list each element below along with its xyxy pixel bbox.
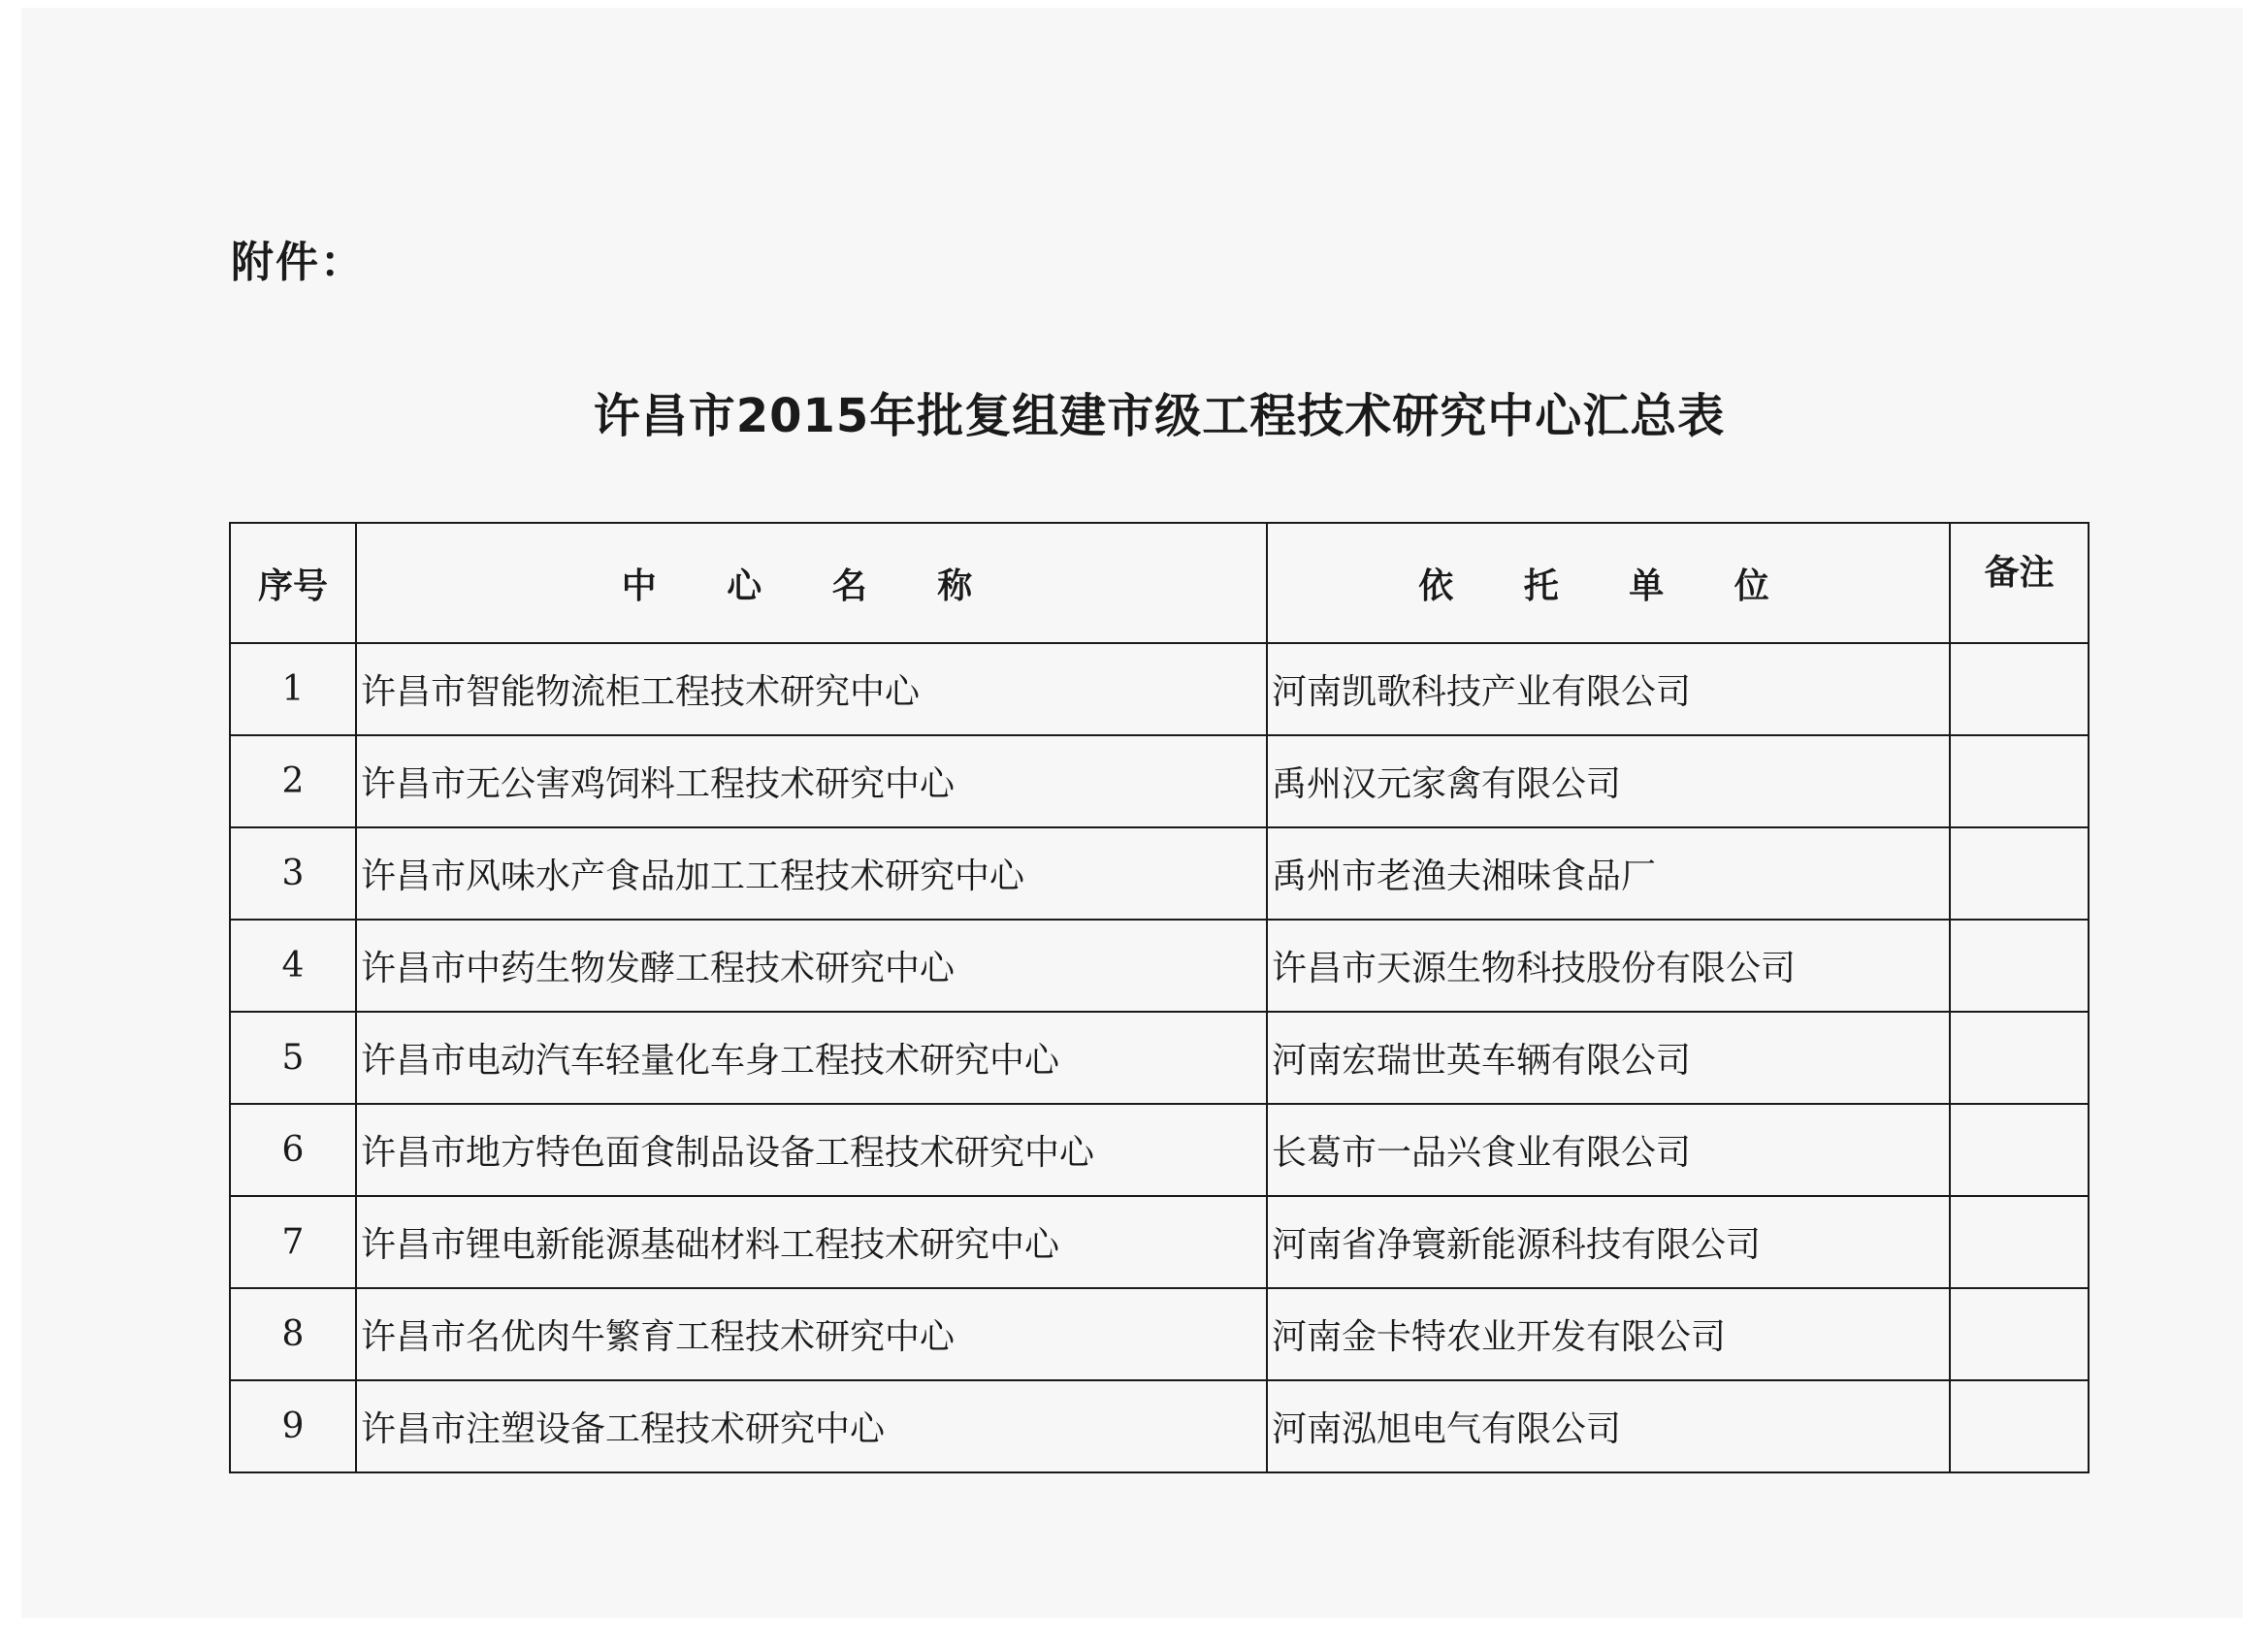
- row-number: 3: [230, 827, 356, 920]
- row-remarks: [1950, 827, 2089, 920]
- header-center-name: 中 心 名 称: [356, 523, 1267, 643]
- row-support-unit: 河南泓旭电气有限公司: [1267, 1380, 1950, 1472]
- row-remarks: [1950, 1380, 2089, 1472]
- row-support-unit: 河南省净寰新能源科技有限公司: [1267, 1196, 1950, 1288]
- table-row: [230, 1196, 2089, 1288]
- row-remarks: [1950, 1196, 2089, 1288]
- row-center-name: 许昌市风味水产食品加工工程技术研究中心: [356, 827, 1267, 920]
- table-row: [230, 1288, 2089, 1380]
- header-remarks: 备注: [1950, 523, 2089, 643]
- row-support-unit: 许昌市天源生物科技股份有限公司: [1267, 920, 1950, 1012]
- table-row: [230, 735, 2089, 827]
- row-remarks: [1950, 1288, 2089, 1380]
- row-number: 2: [230, 735, 356, 827]
- header-number: 序号: [230, 523, 356, 643]
- row-support-unit: 禹州汉元家禽有限公司: [1267, 735, 1950, 827]
- row-number: 1: [230, 643, 356, 735]
- table-row: [230, 827, 2089, 920]
- row-number: 6: [230, 1104, 356, 1196]
- row-remarks: [1950, 1012, 2089, 1104]
- row-support-unit: 禹州市老渔夫湘味食品厂: [1267, 827, 1950, 920]
- row-support-unit: 长葛市一品兴食业有限公司: [1267, 1104, 1950, 1196]
- row-support-unit: 河南凯歌科技产业有限公司: [1267, 643, 1950, 735]
- attachment-label: 附件：: [231, 238, 365, 287]
- row-remarks: [1950, 735, 2089, 827]
- summary-table: [229, 522, 2090, 1473]
- row-center-name: 许昌市电动汽车轻量化车身工程技术研究中心: [356, 1012, 1267, 1104]
- row-center-name: 许昌市锂电新能源基础材料工程技术研究中心: [356, 1196, 1267, 1288]
- row-support-unit: 河南宏瑞世英车辆有限公司: [1267, 1012, 1950, 1104]
- row-number: 9: [230, 1380, 356, 1472]
- row-number: 4: [230, 920, 356, 1012]
- row-center-name: 许昌市无公害鸡饲料工程技术研究中心: [356, 735, 1267, 827]
- table-row: [230, 1380, 2089, 1472]
- row-center-name: 许昌市名优肉牛繁育工程技术研究中心: [356, 1288, 1267, 1380]
- header-support-unit: 依 托 单 位: [1267, 523, 1950, 643]
- row-support-unit: 河南金卡特农业开发有限公司: [1267, 1288, 1950, 1380]
- row-center-name: 许昌市智能物流柜工程技术研究中心: [356, 643, 1267, 735]
- table-header-row: [230, 523, 2089, 643]
- row-remarks: [1950, 643, 2089, 735]
- row-remarks: [1950, 1104, 2089, 1196]
- table-row: [230, 643, 2089, 735]
- row-number: 5: [230, 1012, 356, 1104]
- row-number: 8: [230, 1288, 356, 1380]
- row-remarks: [1950, 920, 2089, 1012]
- row-center-name: 许昌市地方特色面食制品设备工程技术研究中心: [356, 1104, 1267, 1196]
- document-title: 许昌市2015年批复组建市级工程技术研究中心汇总表: [593, 389, 1726, 443]
- table-row: [230, 1012, 2089, 1104]
- row-number: 7: [230, 1196, 356, 1288]
- row-center-name: 许昌市注塑设备工程技术研究中心: [356, 1380, 1267, 1472]
- table-row: [230, 1104, 2089, 1196]
- row-center-name: 许昌市中药生物发酵工程技术研究中心: [356, 920, 1267, 1012]
- table-row: [230, 920, 2089, 1012]
